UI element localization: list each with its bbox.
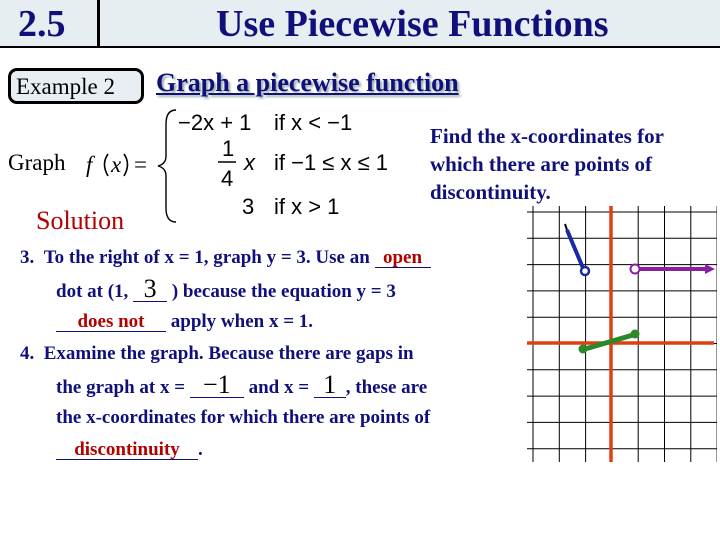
function-name: f (86, 152, 93, 177)
segment-left-arrow-head (565, 224, 567, 230)
piece-3-cond: if x > 1 (274, 194, 340, 219)
brace (158, 110, 176, 222)
answer-one: 1 (323, 370, 337, 399)
point-left (581, 267, 589, 275)
step-4-text-f: . (198, 439, 203, 460)
step-3-text-c: ) because the equation y = 3 (171, 281, 396, 302)
answer-does-not: does not (77, 311, 145, 332)
step-3-number: 3. (20, 247, 35, 268)
piece-1-cond: if x < −1 (274, 110, 353, 135)
example-label-box (8, 68, 144, 104)
left-paren (105, 154, 109, 176)
step-3-text-d: apply when x = 1. (170, 311, 314, 332)
function-var: x (111, 152, 122, 177)
find-instruction: Find the x-coordinates for which there are points of discontinuity. (430, 124, 664, 204)
solution-label: Solution (36, 206, 125, 235)
step-4-text-a: Examine the graph. Because there are gaps in (43, 343, 414, 364)
piece-1-expr: −2x + 1 (178, 110, 252, 135)
step-4-line-4 (56, 439, 203, 461)
section-number-box (0, 0, 100, 48)
step-4-text-c: and x = (248, 377, 310, 398)
segment-right-arrow-head (705, 264, 715, 274)
page-title: Use Piecewise Functions (216, 3, 609, 45)
piecewise-function (84, 104, 414, 228)
example-label: Example 2 (16, 74, 115, 99)
piece-3-expr: 3 (242, 194, 255, 219)
step-3-line-2 (56, 274, 396, 303)
answer-three: 3 (143, 274, 157, 303)
step-4-line-2 (56, 370, 428, 399)
equals-sign: = (134, 152, 147, 177)
piece-2-num: 1 (222, 136, 235, 161)
step-3-line-3 (56, 311, 313, 333)
step-4-text-b: the graph at x = (56, 377, 186, 398)
right-paren (124, 154, 128, 176)
step-3-text-a: To the right of x = 1, graph y = 3. Use an (43, 247, 370, 268)
step-4-text-d: , these are (345, 377, 428, 398)
answer-open: open (382, 247, 423, 268)
segment-left (567, 230, 583, 268)
piece-2-var: x (244, 150, 255, 175)
step-4-line-1 (20, 343, 414, 365)
step-3-text-b: dot at (1, (56, 281, 129, 302)
title-bar (100, 0, 720, 48)
step-3-line-1 (20, 247, 431, 269)
point-right-open (631, 265, 640, 274)
piece-2-cond: if −1 ≤ x ≤ 1 (274, 150, 389, 175)
coordinate-graph (527, 206, 717, 462)
step-4-line-3 (56, 407, 430, 429)
piece-2-den: 4 (221, 166, 234, 191)
point-mid-left (579, 345, 588, 354)
answer-neg-one: −1 (202, 370, 231, 399)
section-number: 2.5 (18, 3, 66, 45)
step-4-number: 4. (20, 343, 35, 364)
grid (527, 206, 717, 462)
step-4-text-e: the x-coordinates for which there are points of (56, 407, 431, 428)
example-title: Graph a piecewise function (156, 68, 459, 97)
point-mid-right (631, 330, 640, 339)
graph-word: Graph (8, 150, 66, 175)
answer-discontinuity: discontinuity (74, 439, 180, 460)
